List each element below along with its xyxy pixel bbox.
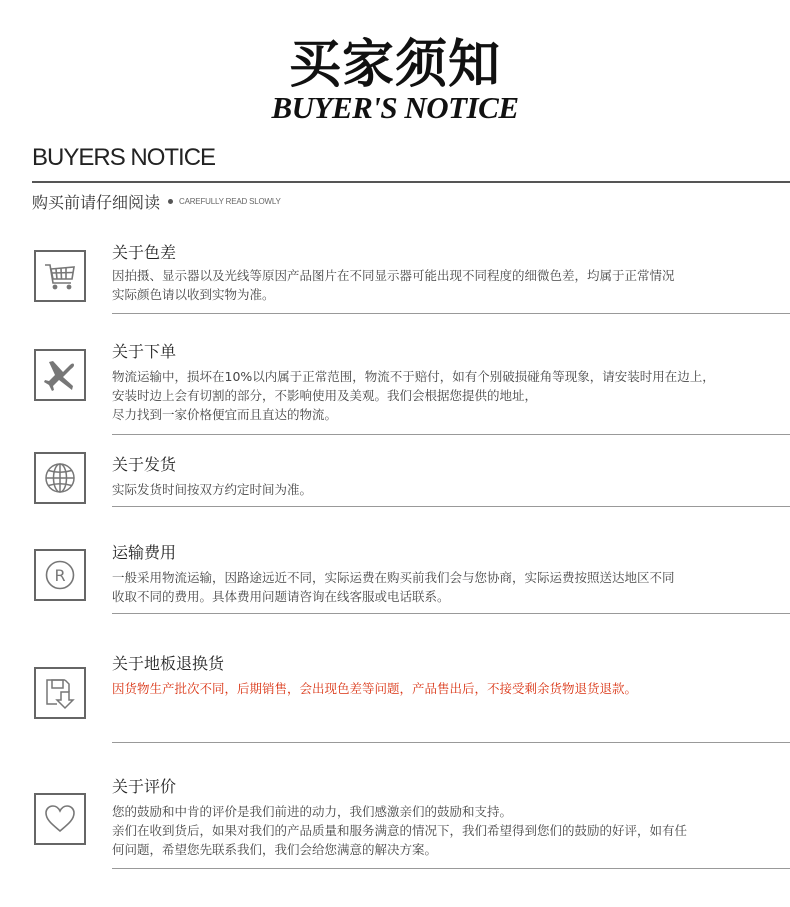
item-divider xyxy=(112,506,790,507)
notice-line: 何问题，希望您先联系我们，我们会给您满意的解决方案。 xyxy=(112,842,438,857)
notice-line: 实际发货时间按双方约定时间为准。 xyxy=(112,482,313,497)
notice-body-shipping xyxy=(112,480,782,499)
globe-icon xyxy=(43,461,77,495)
svg-text:R: R xyxy=(54,566,66,585)
airplane-icon xyxy=(43,358,77,392)
heart-icon xyxy=(43,802,77,836)
notice-line: 收取不同的费用。具体费用问题请咨询在线客服或电话联系。 xyxy=(112,589,450,604)
item-divider xyxy=(112,613,790,614)
shopping-cart-icon xyxy=(43,259,77,293)
notice-title-shipping: 关于发货 xyxy=(112,455,177,474)
notice-title-order: 关于下单 xyxy=(112,342,177,361)
notice-icon-box-freight xyxy=(34,549,86,601)
section-divider xyxy=(32,181,790,183)
notice-body-freight xyxy=(112,568,782,606)
notice-body-color xyxy=(112,266,782,304)
subtitle-cn: 购买前请仔细阅读 xyxy=(32,193,161,212)
notice-line: 物流运输中，损坏在10%以内属于正常范围，物流不于赔付，如有个别破损碰角等现象，请安装时用在边上， xyxy=(112,369,715,384)
item-divider xyxy=(112,742,790,743)
notice-line: 实际颜色请以收到实物为准。 xyxy=(112,287,275,302)
item-divider xyxy=(112,868,790,869)
bullet-dot xyxy=(168,199,173,204)
notice-title-reviews: 关于评价 xyxy=(112,777,177,796)
notice-title-returns: 关于地板退换货 xyxy=(112,654,225,673)
notice-line: 亲们在收到货后，如果对我们的产品质量和服务满意的情况下，我们希望得到您们的鼓励的好评，如有任 xyxy=(112,823,688,838)
item-divider xyxy=(112,434,790,435)
notice-icon-box-order xyxy=(34,349,86,401)
notice-body-order xyxy=(112,367,782,424)
notice-body-reviews xyxy=(112,802,782,859)
section-title: BUYERS NOTICE xyxy=(32,144,216,171)
notice-icon-box-color xyxy=(34,250,86,302)
notice-line: 安装时边上会有切割的部分，不影响使用及美观。我们会根据您提供的地址， xyxy=(112,388,538,403)
notice-title-color: 关于色差 xyxy=(112,243,177,262)
subtitle-en: CAREFULLY READ SLOWLY xyxy=(179,197,281,206)
page-title-en: BUYER'S NOTICE xyxy=(271,90,519,125)
notice-body-returns xyxy=(112,679,782,698)
notice-line: 尽力找到一家价格便宜而且直达的物流。 xyxy=(112,407,338,422)
page-title-cn: 买家须知 xyxy=(288,35,501,95)
return-download-icon xyxy=(43,676,77,710)
section-subtitle xyxy=(32,190,281,213)
item-divider xyxy=(112,313,790,314)
registered-icon xyxy=(43,558,77,592)
notice-icon-box-returns xyxy=(34,667,86,719)
notice-title-freight: 运输费用 xyxy=(112,543,177,562)
notice-line: 因拍摄、显示器以及光线等原因产品图片在不同显示器可能出现不同程度的细微色差，均属于正常情况 xyxy=(112,268,675,283)
notice-icon-box-reviews xyxy=(34,793,86,845)
notice-line: 因货物生产批次不同，后期销售，会出现色差等问题，产品售出后，不接受剩余货物退货退款。 xyxy=(112,681,638,696)
notice-line: 您的鼓励和中肯的评价是我们前进的动力，我们感激亲们的鼓励和支持。 xyxy=(112,804,513,819)
notice-line: 一般采用物流运输，因路途远近不同，实际运费在购买前我们会与您协商，实际运费按照送达地区不同 xyxy=(112,570,675,585)
notice-icon-box-shipping xyxy=(34,452,86,504)
